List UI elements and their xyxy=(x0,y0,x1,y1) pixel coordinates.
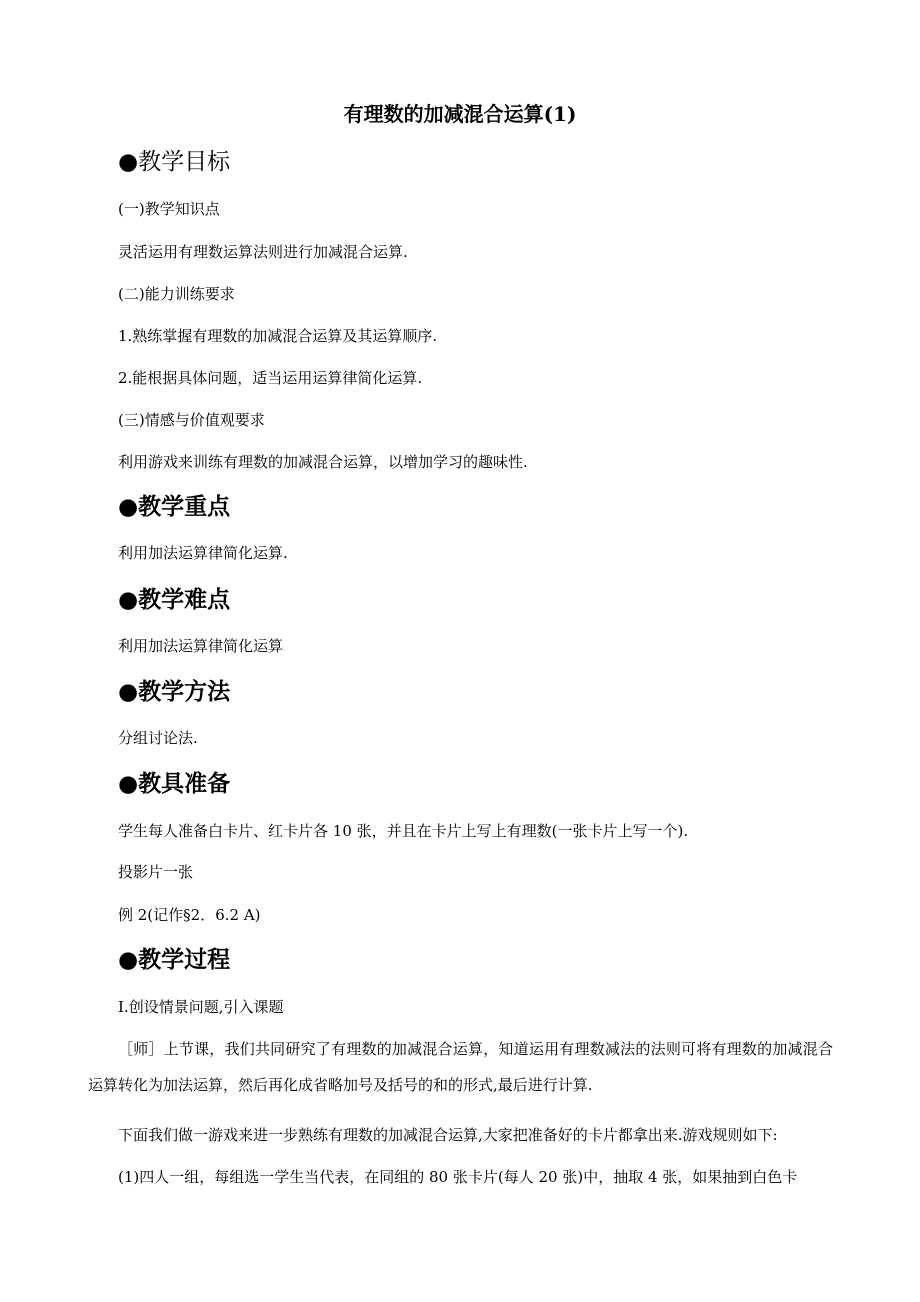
heading-difficulties: ●教学难点 xyxy=(118,586,231,613)
knowledge-text: 灵活运用有理数运算法则进行加减混合运算. xyxy=(118,243,408,261)
process-paragraph-3: (1)四人一组，每组选一学生当代表，在同组的 80 张卡片(每人 20 张)中，抽取 4 张，如果抽到白色卡 xyxy=(118,1168,798,1186)
process-paragraph-1: ［师］上节课，我们共同研究了有理数的加减混合运算，知道运用有理数减法的法则可将有理数的加减混合运算转化为加法运算，然后再化成省略加号及括号的和的形式,最后进行计算. xyxy=(88,1040,833,1094)
key-points-text: 利用加法运算律简化运算. xyxy=(118,544,288,562)
heading-key-points: ●教学重点 xyxy=(118,493,231,520)
materials-line-1: 学生每人准备白卡片、红卡片各 10 张，并且在卡片上写上有理数(一张卡片上写一个). xyxy=(118,822,689,840)
ability-label: (二)能力训练要求 xyxy=(118,285,235,303)
materials-line-2: 投影片一张 xyxy=(118,863,194,881)
heading-materials: ●教具准备 xyxy=(118,770,231,797)
document-title: 有理数的加减混合运算(1) xyxy=(343,102,577,126)
ability-item-2: 2.能根据具体问题，适当运用运算律简化运算. xyxy=(118,369,423,387)
emotion-text: 利用游戏来训练有理数的加减混合运算，以增加学习的趣味性. xyxy=(118,453,528,471)
heading-process: ●教学过程 xyxy=(118,946,231,973)
methods-text: 分组讨论法. xyxy=(118,729,198,747)
ability-item-1: 1.熟练掌握有理数的加减混合运算及其运算顺序. xyxy=(118,327,438,345)
heading-objectives: ●教学目标 xyxy=(118,149,231,175)
process-step-1: Ⅰ.创设情景问题,引入课题 xyxy=(118,998,284,1016)
emotion-label: (三)情感与价值观要求 xyxy=(118,411,265,429)
process-paragraph-2: 下面我们做一游戏来进一步熟练有理数的加减混合运算,大家把准备好的卡片都拿出来.游戏规则如下: xyxy=(118,1126,778,1144)
difficulties-text: 利用加法运算律简化运算 xyxy=(118,637,284,655)
knowledge-label: (一)教学知识点 xyxy=(118,200,220,218)
heading-methods: ●教学方法 xyxy=(118,678,231,705)
materials-line-3: 例 2(记作§2．6.2 A) xyxy=(118,906,261,924)
